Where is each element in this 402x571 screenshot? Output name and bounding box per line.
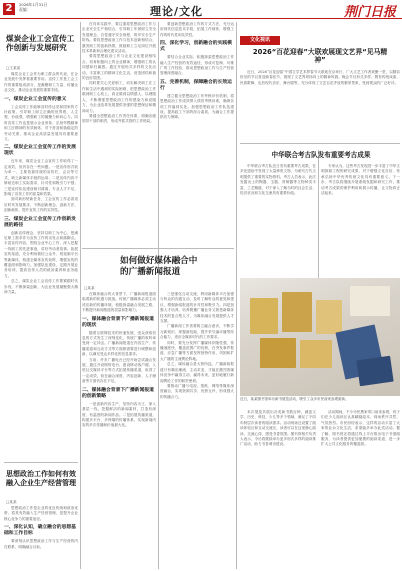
paragraph: 当前，许多广播电台已经开始尝试融合发展，通过开设网络电台、建设移动客户端、入驻社交媒体平台等方式拓展传播渠道，取得了一定成效。但在融合深度、内容创新、人才储备等方面仍存在不足。 xyxy=(82,357,156,384)
paragraph: 一是创新内容生产，坚持内容为王，深入基层一线，挖掘鲜活的新闻素材，打造有深度、有温度的新闻作品。二是拓展传播渠道，构建多平台、多终端的传播体系，实现新闻内容的多次传播和价值最大化。 xyxy=(82,401,156,428)
article-headline: 中华联合考古队发布重要考古成果 xyxy=(271,151,371,159)
paragraph: 同时要关心关爱职工，切实解决职工在工作和生活中遇到的实际困难，把思想政治工作做到职工心坎上，真正做到以情感人、以理服人，不断增强思想政治工作的感染力和说服力，为企业改革发展提供坚强的思想保证和精神动力。 xyxy=(82,81,156,113)
subhead: 三、煤炭企业工会宣传工作创新发展的路径 xyxy=(4,216,76,228)
page-number: 2 xyxy=(3,3,15,15)
paragraph: 中华联合考古队近日发布重要考古成果，在多处遗址中发现了大量珍贵文物，为研究古代文明提供了重要的实物资料。考古人员表示，此次发掘出土的陶器、玉器、青铜器等文物种类丰富、工艺精湛，对于深入了解当时的社会生活、经济状况和文化交流具有重要价值。 xyxy=(240,164,316,196)
section-tag: 文化视讯 xyxy=(240,36,280,45)
subhead: 一、煤炭企业工会宣传的意义 xyxy=(4,96,67,102)
editor-line: 责编： xyxy=(19,7,31,12)
newspaper-logo: 荆门日报 xyxy=(343,5,396,20)
paragraph: 随着互联网技术的快速发展，受众获取信息的方式发生了深刻变化，传统广播的收听率受到一定冲击。广播新闻报道在内容生产、传播渠道和互动方式等方面都需要进行调整和创新，以满足受众多样化的信息需求。 xyxy=(82,330,156,357)
book-display xyxy=(250,298,278,334)
paragraph: 三是强化互动交流，利用新媒体平台加强与听众的沟通互动，及时了解听众的意见和建议，增强新闻报道的针对性和吸引力。四是加强人才培养，培养既懂广播业务又熟悉新媒体技术的复合型人才，为媒体融合发展提供人才支撑。 xyxy=(160,292,234,324)
column-divider xyxy=(158,22,159,569)
paragraph: 煤炭企业工会作为职工群众的代表，在企业发展中发挥着重要作用。宣传工作是工会工作的重要组成部分，是凝聚职工力量、传播企业文化、推动企业发展的重要手段。 xyxy=(4,72,78,93)
article-byline: □某某 xyxy=(84,286,95,290)
article-column xyxy=(4,72,78,460)
book-display xyxy=(300,340,332,368)
paragraph: 在具体实践中，要注重将思想政治工作与企业安全生产相结合，引导职工牢固树立安全发展理念，自觉遵守安全规程，筑牢安全生产防线。要将思想政治工作与技术创新相结合，激发职工的创新热情，鼓励职工立足岗位开展技术革新和合理化建议活动。 xyxy=(82,22,156,54)
book-display xyxy=(356,356,393,386)
paragraph: 在媒体融合的大背景下，广播新闻报道面临着新的机遇与挑战。传统广播媒体必须主动适应新的传播环境，积极探索融合发展之路，不断提升新闻报道的质量和影响力。 xyxy=(82,292,156,313)
article-column xyxy=(240,70,400,140)
book-display xyxy=(282,292,312,332)
paragraph: 要将思想政治工作与企业文化建设相结合，培育积极向上的企业精神，增强职工的认同感和归属感。通过开展形式多样的文化活动，丰富职工的精神文化生活，营造团结和谐的良好氛围。 xyxy=(82,54,156,81)
paragraph: 要深刻认识思想政治工作与生产经营的内在联系，明确融合目标。 xyxy=(4,539,78,549)
article-column xyxy=(160,22,234,244)
subhead: 二、媒体融合背景下广播新闻报道的创新策略 xyxy=(82,387,154,399)
article-byline: □王某某 xyxy=(6,66,21,70)
subhead: 四、深化学习，创新融合的实践模式 xyxy=(160,41,232,53)
paragraph: 近年来，煤炭企业工会宣传工作取得了一定成效，但仍存在一些问题。一是宣传形式较为单一，主要依靠传统的宣传栏、会议等方式，缺乏新媒体手段的运用；二是宣传内容不够贴近职工实际需求，针对性和吸引力不强；三是宣传队伍建设相对薄弱，专业人才不足，影响了宣传工作的质量和效果。 xyxy=(4,159,78,196)
paragraph: 总之，媒体融合是大势所趋，广播新闻报道只有顺应潮流、主动求变，才能在激烈的媒体竞争中赢得主动、赢得未来，更好地履行新闻舆论工作的职责使命。 xyxy=(160,362,234,383)
section-title: 理论/文化 xyxy=(150,5,204,18)
article-column xyxy=(4,506,78,569)
article-byline: □某某 xyxy=(6,500,17,504)
paragraph: 要结合企业实际，积极探索思想政治工作融入生产经营的有效途径，形成可复制、可推广的工作经验，推动思想政治工作与生产经营管理深度融合。 xyxy=(160,55,234,76)
news-photo xyxy=(240,278,400,396)
paragraph: 总之，煤炭企业工会宣传工作要紧跟时代步伐，不断探索创新，为企业发展凝聚强大精神力量。 xyxy=(4,279,78,294)
article-column xyxy=(321,410,400,569)
paragraph: 活动期间，不少市民携家带口前来参观，孩子们在少儿阅读区认真翻阅绘本，现场秩序井然、气氛热烈。市民纷纷表示，这样的活动丰富了大家的业余文化生活，希望能多举办此类活动。据了解，图书馆还将通过线上平台推出电子书借阅服务，为读者提供更加便捷的阅读渠道，进一步扩大公共文化服务的覆盖面。 xyxy=(321,410,400,447)
section-divider xyxy=(4,462,78,463)
column-divider xyxy=(80,22,81,569)
photo-caption: 近日，某某图书馆举办新书展览活动，吸引了众多市民前来参观阅读。 xyxy=(240,397,349,401)
article-headline: 如何做好媒体融合中的广播新闻报道 xyxy=(120,256,198,277)
paragraph: 专家认为，这些考古发现进一步丰富了中华文明探源工程的研究成果，对于增强文化自信、传承弘扬中华优秀传统文化具有重要意义。下一步，考古队将继续开展系统发掘和研究工作，推动考古成果的保护利用和展示传播，让文物真正活起来。 xyxy=(321,164,400,196)
subhead: 一、深化认知，确立融合的思想基础和工作目标 xyxy=(4,525,76,537)
article-column xyxy=(82,22,156,244)
paragraph: 工会宣传工作能够及时传达党和国家的方针政策，引导职工树立正确的世界观、人生观、价值观，增强职工的凝聚力和向心力。同时宣传工作也是展示企业形象、弘扬劳模精神和工匠精神的有效载体，对于营造和谐稳定的劳动关系，推动企业高质量发展具有重要意义。 xyxy=(4,104,78,142)
section-divider xyxy=(82,248,234,249)
article-column xyxy=(240,164,316,276)
section-divider xyxy=(240,143,400,144)
paragraph: 建立健全思想政治工作考核评价机制，将思想政治工作成效纳入绩效考核体系，确保各项工作落到实处。加强思想政治工作队伍建设，提高政工干部的综合素质，为融合工作提供有力保障。 xyxy=(160,93,234,120)
article-headline: 煤炭企业工会宣传工作创新与发展研究 xyxy=(6,34,75,53)
paragraph: 要推动广播与电视、报纸、网络等媒体深度融合，实现资源共享、优势互补，形成强大的传播合力。 xyxy=(160,383,234,399)
paragraph: 同时，要充分发挥广播媒体伴随性强、传播速度快、覆盖范围广的优势，在突发事件报道、应急广播等方面发挥独特作用，巩固和扩大广播的主流舆论阵地。 xyxy=(160,340,234,361)
subhead: 五、完善机制，保障融合的长效运行 xyxy=(160,79,232,91)
article-headline: 2026“百花迎春”大联欢展现文艺界“见马精神” xyxy=(252,48,388,65)
issue-date: 2026年1月31日 xyxy=(19,2,48,7)
date-line xyxy=(19,2,47,12)
subhead: 一、媒体融合背景下广播新闻报道的现状 xyxy=(82,316,154,328)
article-headline: 思想政治工作如何有效融入企业生产经营管理 xyxy=(6,470,76,487)
masthead xyxy=(0,0,402,19)
column-divider xyxy=(318,150,319,280)
article-column xyxy=(240,410,316,569)
paragraph: 要健全思想政治工作责任体系，明确各级领导干部的职责，形成齐抓共管的工作格局。 xyxy=(82,113,156,124)
article-column xyxy=(82,292,156,569)
book-display xyxy=(316,300,342,334)
paragraph: 本次展览共展出各类新书数百种，涵盖文学、历史、科技、少儿等多个领域，满足了不同年龄层次读者的阅读需求。活动现场还设置了阅读体验区和互动交流区，读者可以在这里静心阅读、交流心得，感受书香氛围。图书馆相关负责人表示，今后将继续举办更多形式多样的阅读推广活动，助力书香城市建设。 xyxy=(240,410,316,447)
paragraph: 要创新思想政治工作的方式方法，充分运用现代信息技术手段，拓展工作载体，增强工作的时代性和实效性。 xyxy=(160,22,234,37)
column-divider xyxy=(236,22,237,569)
paragraph: 思想政治工作是企业的优良传统和政治优势，将其有效融入生产经营管理，是提升企业核心竞争力的重要途径。 xyxy=(4,506,78,521)
book-display xyxy=(350,286,390,316)
paragraph: 面对新形势新任务，工会宣传工作必须适应时代发展要求，不断创新理念、创新方法、创新载体，提升宣传工作的实效性。 xyxy=(4,197,78,213)
subhead: 二、煤炭企业工会宣传工作的发展现状 xyxy=(4,145,76,157)
paragraph: 创新宣传理念，坚持以职工为中心，把满足职工需求作为宣传工作的出发点和落脚点。丰富宣传内容，围绕企业中心工作，深入挖掘一线职工的先进事迹，讲好劳动者故事。拓展宣传渠道，充分利用微信公众号、短视频平台等新媒体，构建全媒体宣传矩阵，增强宣传的覆盖面和影响力。加强队伍建设，定期开展业务培训，提高宣传人员的政治素养和业务能力。 xyxy=(4,230,78,278)
paragraph: 广播新闻工作者要树立融合意识，不断学习新知识、掌握新技能，提升采写编评播等综合能力，适应全媒体时代的工作要求。 xyxy=(160,324,234,340)
book-display xyxy=(260,338,296,368)
article-column xyxy=(160,292,234,569)
article-column xyxy=(321,164,400,276)
paragraph: 近日，2026“百花迎春”中国文学艺术界春节大联欢在京举行，广大文艺工作者欢聚一堂，以精彩纷呈的节目喜迎新春佳节，展现了文艺界昂扬向上的精神风貌。晚会节目形式多样，既有传统戏曲、民族歌舞，也有现代音乐、舞台剧等，充分体现了文艺百花齐放的繁荣景象，受到观众的广泛好评。 xyxy=(240,70,400,85)
